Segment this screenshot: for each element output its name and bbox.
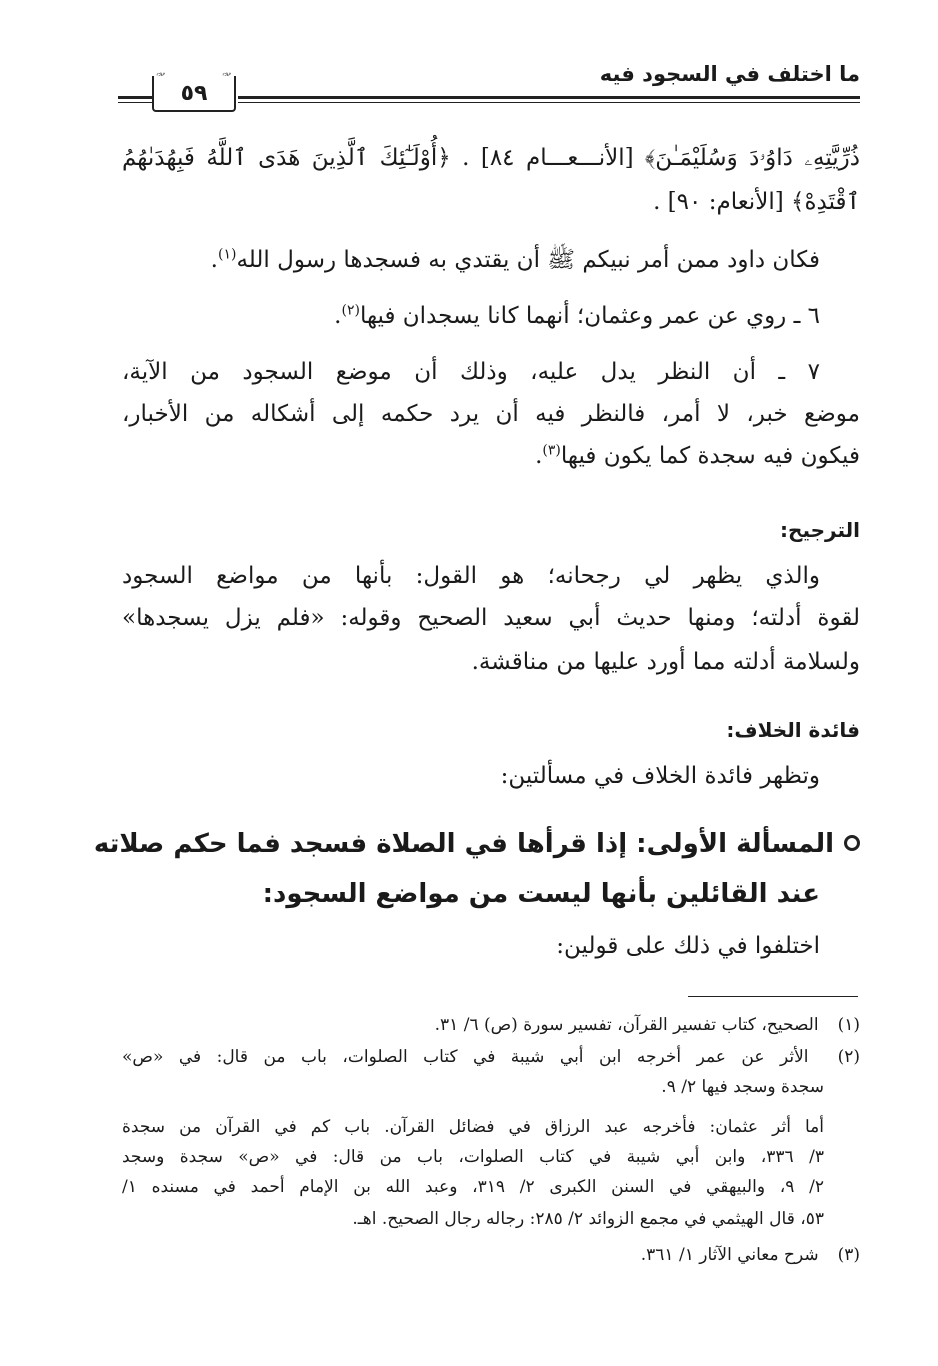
footnote-separator [688,996,858,997]
header-rule [238,96,860,103]
issue-heading-text: المسألة الأولى: إذا قرأها في الصلاة فسجد فما حكم صلاته [93,829,834,859]
bullet-ring-icon [844,835,860,851]
section-heading-tarjih: الترجيح: [780,518,860,542]
paragraph-line: اختلفوا في ذلك على قولين: [556,933,820,959]
paragraph-line: لقوة أدلته؛ ومنها حديث أبي سعيد الصحيح وقوله: «فلم يزل يسجدها» [122,605,860,631]
footnote-2-line: أما أثر عثمان: فأخرجه عبد الرزاق في فضائل القرآن. باب كم في القرآن من سجدة [122,1117,825,1137]
footnote-text: شرح معاني الآثار ١/ ٣٦١. [640,1245,819,1265]
issue-heading [93,826,860,862]
footnote-2-line: ٣/ ٣٣٦، وابن أبي شيبة في كتاب الصلوات، باب من قال: في «ص» سجدة وسجد [122,1147,825,1167]
footnote-ref[interactable]: (١) [217,246,237,263]
paragraph-line [535,438,860,474]
footnote-text: الصحيح، كتاب تفسير القرآن، تفسير سورة (ص) ٦/ ٣١. [434,1015,819,1035]
running-header-title: ما اختلف في السجود فيه [599,62,860,86]
footnote-3 [641,1242,860,1269]
paragraph-line [334,298,820,334]
paragraph-line: موضع خبر، لا أمر، فالنظر فيه أن يرد حكمه إلى أشكاله من الأخبار، [122,401,860,427]
footnote-number: (٣) [837,1245,860,1265]
page-number [152,76,236,112]
line-text: فيكون فيه سجدة كما يكون فيها [560,443,860,469]
header-rule-left [118,96,152,103]
paragraph-line: ٧ ـ أن النظر يدل عليه، وذلك أن موضع السجود من الآية، [122,359,820,385]
paragraph-line: وتظهر فائدة الخلاف في مسألتين: [500,763,820,789]
line-text: ٦ ـ روي عن عمر وعثمان؛ أنهما كانا يسجدان فيها [359,303,820,329]
footnote-number: (١) [837,1015,860,1035]
footnote-2-line: ٥٣، قال الهيثمي في مجمع الزوائد ٢/ ٢٨٥: رجاله رجال الصحيح. اهـ. [352,1209,824,1229]
issue-heading-continued: عند القائلين بأنها ليست من مواضع السجود: [262,879,820,909]
line-end: . [334,303,342,329]
footnote-ref[interactable]: (٢) [341,302,360,319]
footnote-ref[interactable]: (٣) [542,442,561,459]
footnote-2 [122,1044,860,1071]
footnote-2-line: ٢/ ٩، والبيهقي في السنن الكبرى ٢/ ٣١٩، وعبد الله بن الإمام أحمد في مسنده ١/ [122,1177,824,1197]
line-end: . [535,443,543,469]
footnote-1 [435,1012,860,1039]
paragraph-line [211,242,820,278]
paragraph-line: والذي يظهر لي رجحانه؛ هو القول: بأنها من مواضع السجود [122,563,820,589]
footnote-2-line: سجدة وسجد فيها ٢/ ٩. [661,1077,824,1097]
paragraph-line: ولسلامة أدلته مما أورد عليها من مناقشة. [471,649,860,675]
footnote-number: (٢) [837,1047,860,1067]
page-number-text: ٥٩ [180,80,208,106]
line-text: فكان داود ممن أمر نبيكم ﷺ أن يقتدي به فسجدها رسول الله [236,247,820,273]
quran-verse-line: ٱقْتَدِهْ﴾ [الأنعام: ٩٠] . [653,189,860,215]
section-heading-faida: فائدة الخلاف: [726,718,860,742]
quran-verse-line: ذُرِّيَّتِهِۦ دَاوُۥدَ وَسُلَيْمَـٰنَ﴾ [الأنـــعـــام ٨٤] . ﴿أُوْلَـٰٓئِكَ ٱلَّذِينَ هَدَى ٱللَّهُ فَبِهُدَىٰهُمُ [122,145,861,171]
line-end: . [210,247,218,273]
footnote-text: الأثر عن عمر أخرجه ابن أبي شيبة في كتاب الصلوات، باب من قال: في «ص» [122,1047,809,1067]
